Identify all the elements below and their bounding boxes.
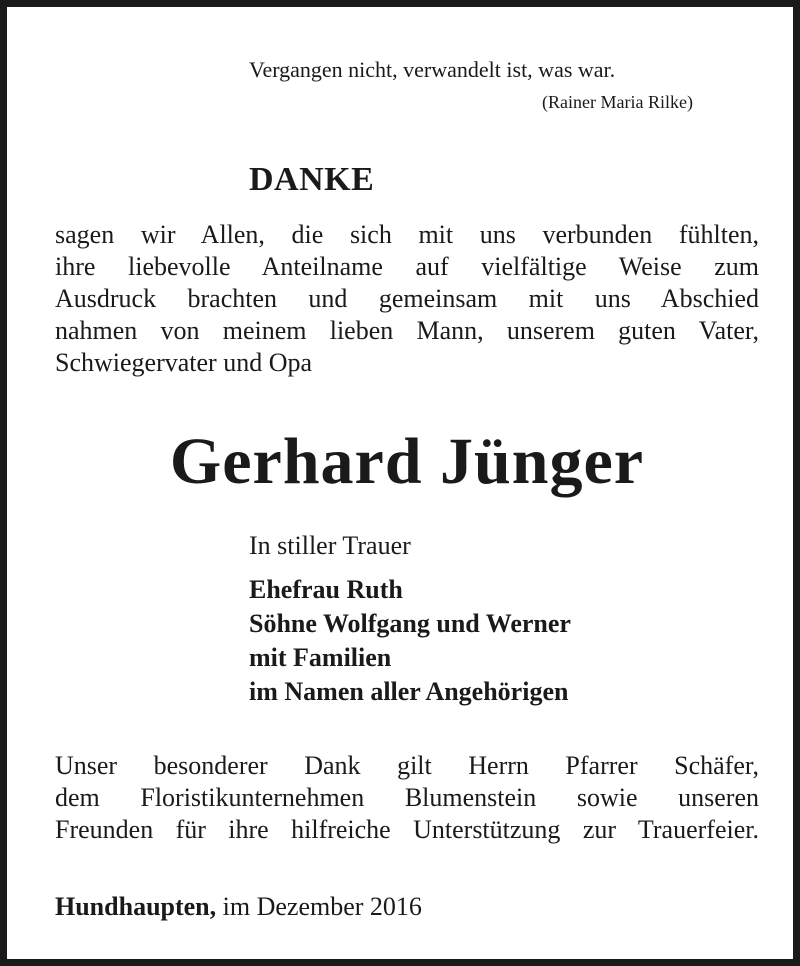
intro-line: ihre liebevolle Anteilname auf vielfältige Weise zum <box>55 252 759 281</box>
quote-author: (Rainer Maria Rilke) <box>542 92 693 112</box>
intro-line: Schwiegervater und Opa <box>55 348 313 377</box>
quote-text: Vergangen nicht, verwandelt ist, was war. <box>249 57 616 82</box>
intro-line: Ausdruck brachten und gemeinsam mit uns Abschied <box>55 284 759 313</box>
place: Hundhaupten, <box>55 892 217 921</box>
place-date <box>55 891 422 923</box>
thanks-heading: DANKE <box>249 161 375 198</box>
thanks-line: Freunden für ihre hilfreiche Unterstützung zur Trauerfeier. <box>55 815 759 844</box>
mourner-item: mit Familien <box>249 643 392 672</box>
thanks-line: Unser besonderer Dank gilt Herrn Pfarrer Schäfer, <box>55 751 759 780</box>
mourner-item: Ehefrau Ruth <box>249 575 403 604</box>
deceased-name: Gerhard Jünger <box>169 425 645 498</box>
mourning-label: In stiller Trauer <box>249 531 411 560</box>
date: im Dezember 2016 <box>222 892 422 921</box>
thanks-paragraph <box>55 750 759 846</box>
intro-line: nahmen von meinem lieben Mann, unserem guten Vater, <box>55 316 759 345</box>
mourners-list <box>249 573 571 709</box>
intro-paragraph <box>55 219 759 379</box>
intro-line: sagen wir Allen, die sich mit uns verbunden fühlten, <box>55 220 759 249</box>
mourner-item: im Namen aller Angehörigen <box>249 677 569 706</box>
thanks-line: dem Floristikunternehmen Blumenstein sowie unseren <box>55 783 759 812</box>
mourner-item: Söhne Wolfgang und Werner <box>249 609 571 638</box>
